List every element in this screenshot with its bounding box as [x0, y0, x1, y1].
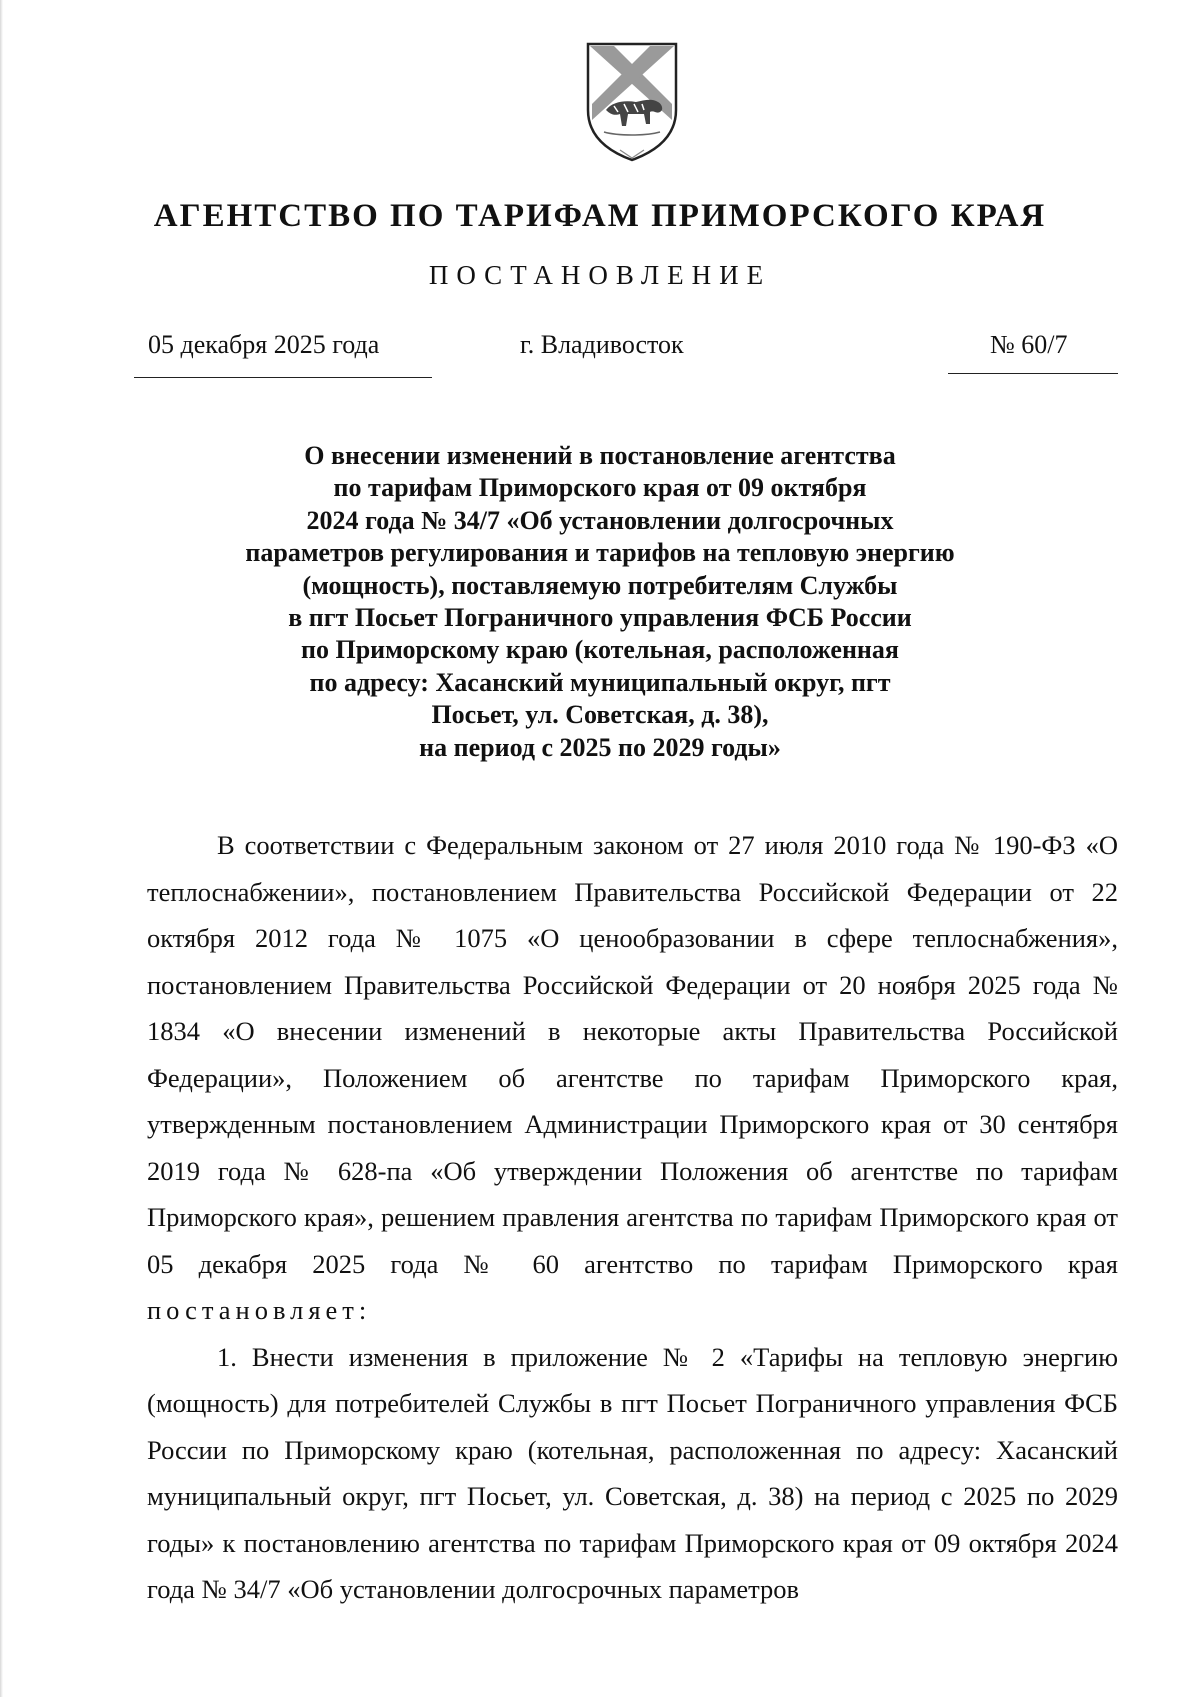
document-subject: [0, 440, 1200, 764]
subject-line: в пгт Посьет Пограничного управления ФСБ России: [288, 603, 912, 633]
date-underline: [134, 377, 432, 378]
subject-line: (мощность), поставляемую потребителям Службы: [302, 570, 898, 600]
subject-line: 2024 года № 34/7 «Об установлении долгосрочных: [306, 505, 894, 535]
document-number: № 60/7: [990, 330, 1068, 359]
document-date: 05 декабря 2025 года: [148, 330, 380, 359]
subject-line: параметров регулирования и тарифов на тепловую энергию: [245, 538, 955, 568]
item-1-paragraph: 1. Внести изменения в приложение № 2 «Тарифы на тепловую энергию (мощность) для потребителей Службы в пгт Посьет Пограничного управления ФСБ России по Приморскому краю (котельная, расположенная по адресу: Хасанский муниципальный округ, пгт Посьет, ул. Советская, д. 38) на период с 2025 по 2029 годы» к постановлению агентства по тарифам Приморского края от 09 октября 2024 года № 34/7 «Об установлении долгосрочных параметров: [147, 1341, 1118, 1604]
preamble-text: В соответствии с Федеральным законом от 27 июля 2010 года № 190-ФЗ «О теплоснабжении», постановлением Правительства Российской Федерации от 22 октября 2012 года № 1075 «О ценообразовании в сфере теплоснабжения», постановлением Правительства Российской Федерации от 20 ноября 2025 года № 1834 «О внесении изменений в некоторые акты Правительства Российской Федерации», Положением об агентстве по тарифам Приморского края, утвержденным постановлением Администрации Приморского края от 30 сентября 2019 года № 628-па «Об утверждении Положения об агентстве по тарифам Приморского края», решением правления агентства по тарифам Приморского края от 05 декабря 2025 года № 60 агентство по тарифам Приморского края: [147, 830, 1118, 1279]
coat-of-arms-icon: [584, 40, 680, 162]
number-underline: [948, 373, 1118, 374]
subject-line: по тарифам Приморского края от 09 октября: [333, 473, 867, 503]
scan-edge: [0, 0, 3, 1697]
document-body: [147, 822, 1118, 1613]
subject-line: по Приморскому краю (котельная, расположенная: [301, 635, 899, 665]
preamble-paragraph: [147, 822, 1118, 1334]
agency-title: АГЕНТСТВО ПО ТАРИФАМ ПРИМОРСКОГО КРАЯ: [153, 198, 1047, 234]
document-type: ПОСТАНОВЛЕНИЕ: [428, 260, 772, 290]
subject-line: на период с 2025 по 2029 годы»: [419, 732, 781, 762]
subject-line: Посьет, ул. Советская, д. 38),: [431, 700, 769, 730]
resolves-word: постановляет:: [147, 1295, 372, 1325]
subject-line: О внесении изменений в постановление агентства: [304, 441, 896, 470]
subject-line: по адресу: Хасанский муниципальный округ, пгт: [309, 667, 891, 697]
document-city: г. Владивосток: [520, 330, 684, 359]
